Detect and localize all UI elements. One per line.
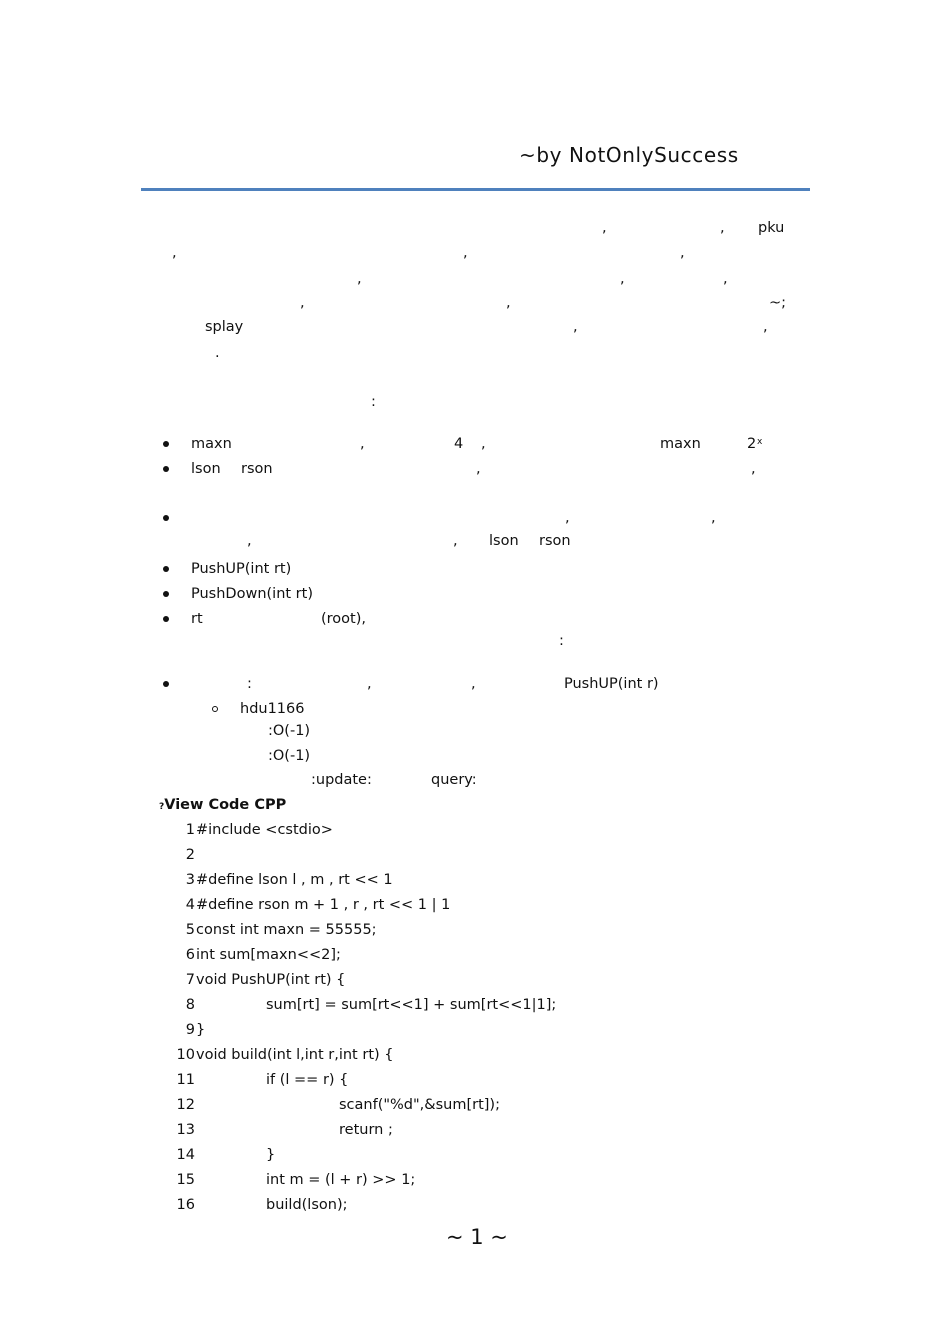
bullet-text-fragment: rt (191, 611, 203, 627)
continuation-text-fragment: , (453, 533, 458, 549)
view-code-label: View Code CPP (164, 797, 287, 813)
intro-text-fragment: , (602, 220, 607, 236)
code-line-number: 8 (185, 997, 195, 1013)
code-line-number: 10 (176, 1047, 195, 1063)
update-query-fragment: :update: (311, 772, 372, 788)
sub-bullet-icon (212, 706, 218, 712)
bullet-text-fragment: 4 (454, 436, 464, 452)
header-divider (141, 188, 810, 191)
code-line-number: 2 (185, 847, 195, 863)
code-line-number: 11 (176, 1072, 195, 1088)
intro-text-fragment: , (172, 245, 177, 261)
intro-text-fragment: , (573, 319, 578, 335)
code-line-number: 16 (176, 1197, 195, 1213)
bullet-icon (163, 681, 169, 687)
intro-text-fragment: , (506, 295, 511, 311)
bullet-icon (163, 591, 169, 597)
bullet-text-fragment: , (476, 461, 481, 477)
intro-text-fragment: , (357, 271, 362, 287)
continuation-text-fragment: , (247, 533, 252, 549)
continuation-text-fragment: : (559, 633, 564, 649)
sub-item-label: hdu1166 (240, 701, 305, 717)
bullet-icon (163, 441, 169, 447)
code-line-number: 3 (185, 872, 195, 888)
bullet-text-fragment: rson (241, 461, 273, 477)
code-line-text: build(lson); (266, 1197, 348, 1213)
bullet-icon (163, 566, 169, 572)
intro-text-fragment: ~; (769, 295, 787, 311)
code-line-text: } (196, 1022, 206, 1038)
code-line-number: 14 (176, 1147, 195, 1163)
bullet-text-fragment: : (247, 676, 252, 692)
section-colon: : (371, 394, 376, 410)
bullet-text-fragment: lson (191, 461, 221, 477)
code-line-number: 7 (185, 972, 195, 988)
code-line-text: void build(int l,int r,int rt) { (196, 1047, 394, 1063)
bullet-text-fragment: , (367, 676, 372, 692)
continuation-text-fragment: lson (489, 533, 519, 549)
intro-text-fragment: , (620, 271, 625, 287)
bullet-text-fragment: , (360, 436, 365, 452)
code-line-text: void PushUP(int rt) { (196, 972, 346, 988)
code-line-text: const int maxn = 55555; (196, 922, 377, 938)
intro-text-fragment: . (215, 345, 220, 361)
complexity-line: :O(-1) (268, 748, 311, 764)
intro-text-fragment: , (680, 245, 685, 261)
bullet-text-fragment: (root), (321, 611, 366, 627)
bullet-text-fragment: , (471, 676, 476, 692)
code-line-number: 1 (185, 822, 195, 838)
code-line-text: sum[rt] = sum[rt<<1] + sum[rt<<1|1]; (266, 997, 557, 1013)
intro-text-fragment: pku (758, 220, 785, 236)
superscript: x (757, 437, 763, 447)
code-line-text: int m = (l + r) >> 1; (266, 1172, 416, 1188)
code-line-number: 13 (176, 1122, 195, 1138)
code-line-number: 15 (176, 1172, 195, 1188)
bullet-text-fragment: , (565, 510, 570, 526)
code-line-text: #define rson m + 1 , r , rt << 1 | 1 (196, 897, 451, 913)
code-line-text: } (266, 1147, 276, 1163)
bullet-text-fragment: , (481, 436, 486, 452)
page-header-title: ~by NotOnlySuccess (519, 143, 739, 167)
bullet-text-fragment: 2 (747, 436, 757, 452)
continuation-text-fragment: rson (539, 533, 571, 549)
bullet-text-fragment: , (751, 461, 756, 477)
code-line-number: 4 (185, 897, 195, 913)
bullet-icon (163, 515, 169, 521)
bullet-text-fragment: PushUP(int rt) (191, 561, 292, 577)
code-line-text: #include <cstdio> (196, 822, 333, 838)
code-line-number: 5 (185, 922, 195, 938)
code-line-text: #define lson l , m , rt << 1 (196, 872, 393, 888)
intro-text-fragment: splay (205, 319, 244, 335)
code-line-number: 9 (185, 1022, 195, 1038)
bullet-icon (163, 616, 169, 622)
code-line-text: int sum[maxn<<2]; (196, 947, 341, 963)
intro-text-fragment: , (723, 271, 728, 287)
intro-text-fragment: , (463, 245, 468, 261)
intro-text-fragment: , (720, 220, 725, 236)
update-query-fragment: query: (431, 772, 477, 788)
code-line-text: return ; (339, 1122, 393, 1138)
code-line-text: scanf("%d",&sum[rt]); (339, 1097, 500, 1113)
bullet-text-fragment: maxn (660, 436, 701, 452)
bullet-icon (163, 466, 169, 472)
complexity-line: :O(-1) (268, 723, 311, 739)
bullet-text-fragment: PushUP(int r) (564, 676, 659, 692)
bullet-text-fragment: , (711, 510, 716, 526)
code-line-text: if (l == r) { (266, 1072, 349, 1088)
view-code-header[interactable] (159, 798, 286, 813)
intro-text-fragment: , (300, 295, 305, 311)
view-code-mark: ? (159, 802, 165, 812)
code-line-number: 12 (176, 1097, 195, 1113)
bullet-text-fragment: PushDown(int rt) (191, 586, 313, 602)
bullet-text-fragment: maxn (191, 436, 232, 452)
intro-text-fragment: , (763, 319, 768, 335)
code-line-number: 6 (185, 947, 195, 963)
page-number: ~ 1 ~ (446, 1225, 508, 1249)
